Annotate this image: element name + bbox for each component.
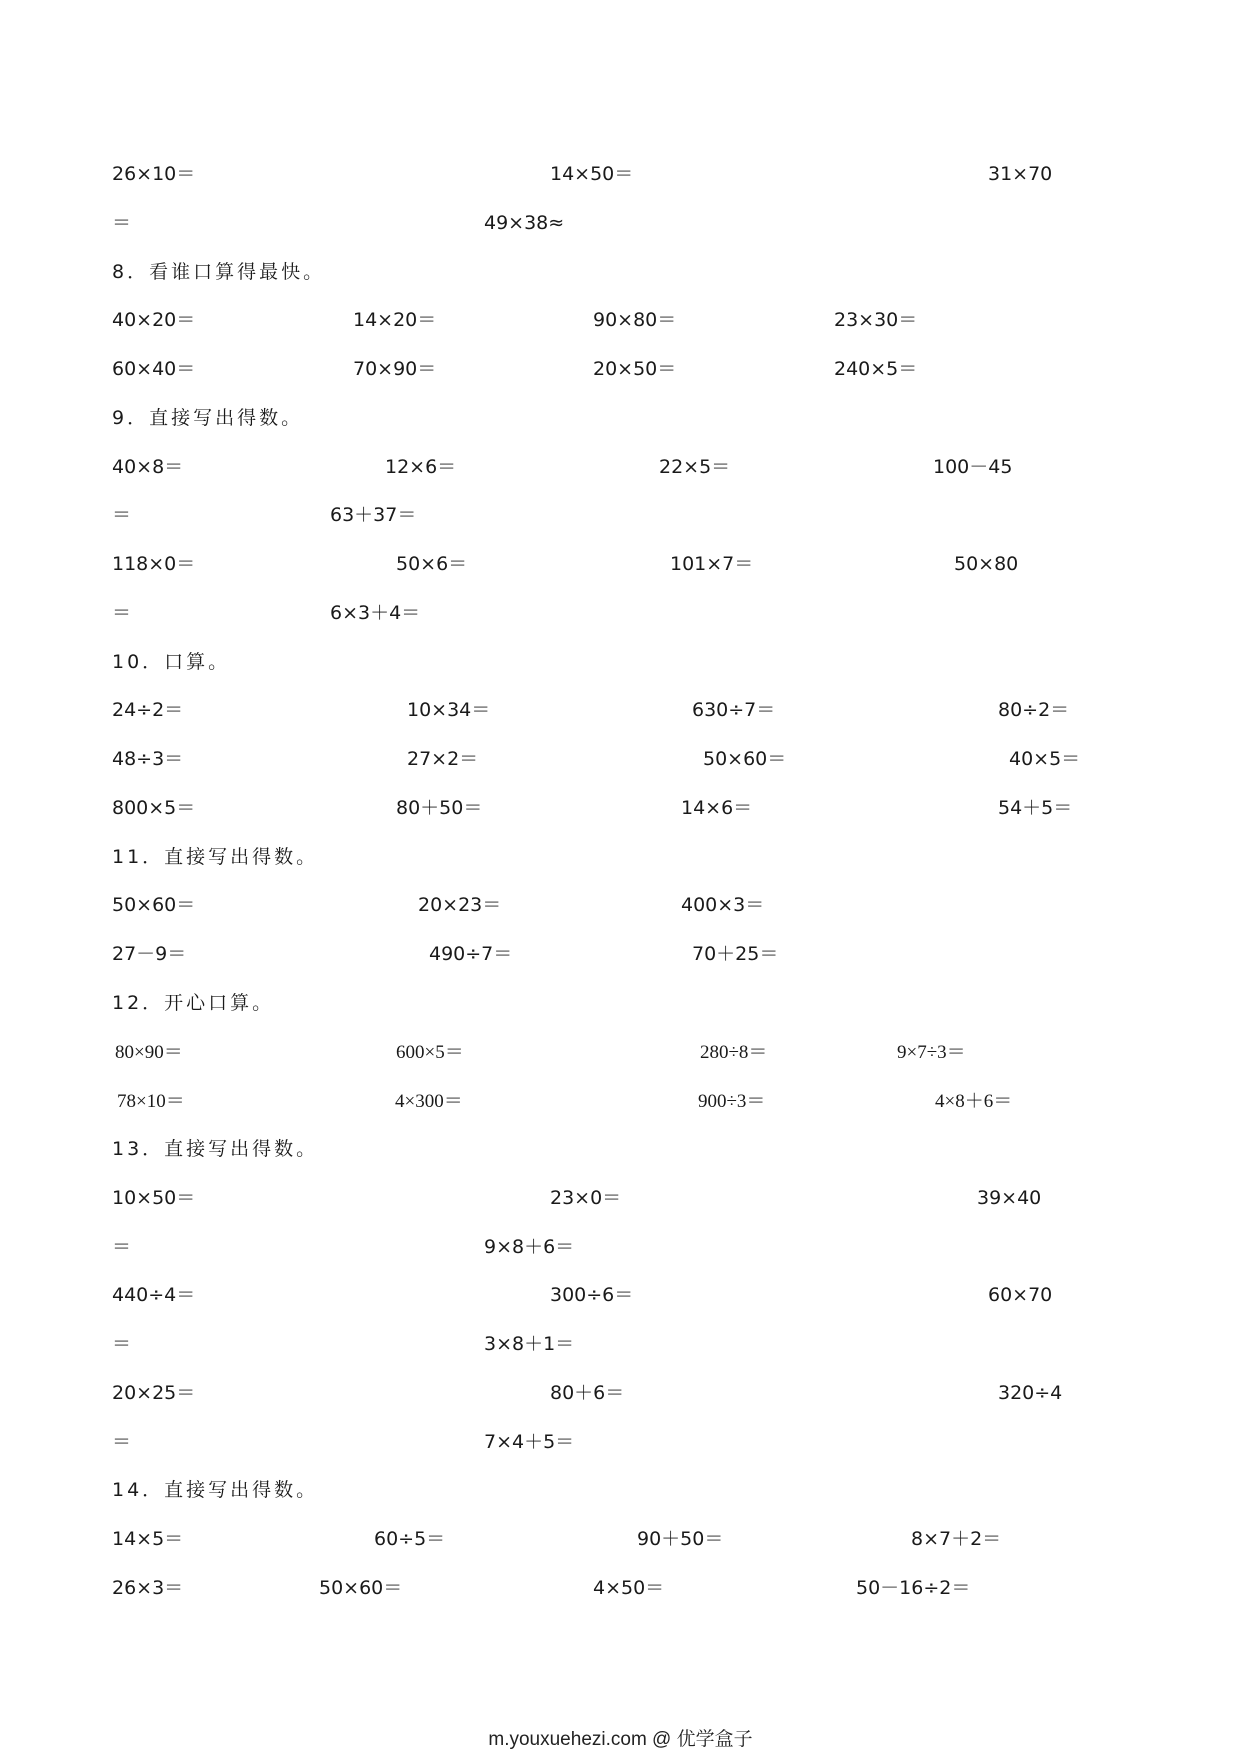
problem-item: 12×6＝: [385, 456, 457, 478]
problem-item: 90×80＝: [593, 309, 677, 331]
problem-item: ＝: [112, 504, 132, 526]
problem-item: 9×7÷3＝: [897, 1042, 966, 1063]
problem-item: 320÷4: [998, 1382, 1063, 1404]
problem-item: 900÷3＝: [698, 1091, 766, 1112]
section-heading: 11．直接写出得数。: [112, 846, 319, 868]
problem-item: 101×7＝: [670, 553, 754, 575]
problem-item: 40×8＝: [112, 456, 184, 478]
problem-item: 22×5＝: [659, 456, 731, 478]
problem-item: 9×8＋6＝: [484, 1236, 575, 1258]
problem-item: 50－16÷2＝: [856, 1577, 971, 1599]
problem-item: 48÷3＝: [112, 748, 184, 770]
problem-item: 300÷6＝: [550, 1284, 634, 1306]
problem-item: 23×30＝: [834, 309, 918, 331]
footer-site-credit: m.youxuehezi.com @ 优学盒子: [488, 1729, 753, 1750]
problem-item: 14×50＝: [550, 163, 634, 185]
problem-item: 600×5＝: [396, 1042, 464, 1063]
section-heading: 14．直接写出得数。: [112, 1479, 319, 1501]
problem-item: 800×5＝: [112, 797, 196, 819]
problem-item: 60×40＝: [112, 358, 196, 380]
problem-item: 80＋50＝: [396, 797, 483, 819]
problem-item: 50×60＝: [112, 894, 196, 916]
problem-item: ＝: [112, 1431, 132, 1453]
problem-item: 400×3＝: [681, 894, 765, 916]
problem-item: 90＋50＝: [637, 1528, 724, 1550]
problem-item: 14×6＝: [681, 797, 753, 819]
problem-item: 50×60＝: [703, 748, 787, 770]
problem-item: 40×20＝: [112, 309, 196, 331]
problem-item: 6×3＋4＝: [330, 602, 421, 624]
problem-item: ＝: [112, 1333, 132, 1355]
section-heading: 12．开心口算。: [112, 992, 275, 1014]
problem-item: 118×0＝: [112, 553, 196, 575]
problem-item: 630÷7＝: [692, 699, 776, 721]
problem-item: 27－9＝: [112, 943, 187, 965]
section-heading: 13．直接写出得数。: [112, 1138, 319, 1160]
problem-item: 280÷8＝: [700, 1042, 768, 1063]
problem-item: 60÷5＝: [374, 1528, 446, 1550]
problem-item: 49×38≈: [484, 212, 565, 234]
problem-item: 80＋6＝: [550, 1382, 625, 1404]
problem-item: 50×80: [954, 553, 1019, 575]
problem-item: 70×90＝: [353, 358, 437, 380]
problem-item: 440÷4＝: [112, 1284, 196, 1306]
problem-item: 100－45: [933, 456, 1013, 478]
problem-item: 10×50＝: [112, 1187, 196, 1209]
problem-item: 4×8＋6＝: [935, 1091, 1013, 1112]
problem-item: 7×4＋5＝: [484, 1431, 575, 1453]
problem-item: 14×5＝: [112, 1528, 184, 1550]
problem-item: 20×50＝: [593, 358, 677, 380]
section-heading: 9．直接写出得数。: [112, 407, 304, 429]
problem-item: 490÷7＝: [429, 943, 513, 965]
problem-item: 27×2＝: [407, 748, 479, 770]
problem-item: 14×20＝: [353, 309, 437, 331]
problem-item: 24÷2＝: [112, 699, 184, 721]
problem-item: 50×6＝: [396, 553, 468, 575]
problem-item: 240×5＝: [834, 358, 918, 380]
problem-item: ＝: [112, 212, 132, 234]
problem-item: 8×7＋2＝: [911, 1528, 1002, 1550]
section-heading: 10．口算。: [112, 651, 231, 673]
problem-item: 60×70: [988, 1284, 1053, 1306]
problem-item: 63＋37＝: [330, 504, 417, 526]
problem-item: 3×8＋1＝: [484, 1333, 575, 1355]
problem-item: 26×3＝: [112, 1577, 184, 1599]
problem-item: ＝: [112, 1236, 132, 1258]
problem-item: 78×10＝: [117, 1091, 185, 1112]
problem-item: 40×5＝: [1009, 748, 1081, 770]
problem-item: 23×0＝: [550, 1187, 622, 1209]
problem-item: 26×10＝: [112, 163, 196, 185]
problem-item: 39×40: [977, 1187, 1042, 1209]
problem-item: 31×70: [988, 163, 1053, 185]
problem-item: 20×25＝: [112, 1382, 196, 1404]
problem-item: 4×50＝: [593, 1577, 665, 1599]
problem-item: ＝: [112, 602, 132, 624]
problem-item: 4×300＝: [395, 1091, 463, 1112]
problem-item: 50×60＝: [319, 1577, 403, 1599]
problem-item: 54＋5＝: [998, 797, 1073, 819]
problem-item: 20×23＝: [418, 894, 502, 916]
problem-item: 10×34＝: [407, 699, 491, 721]
problem-item: 80÷2＝: [998, 699, 1070, 721]
problem-item: 70＋25＝: [692, 943, 779, 965]
section-heading: 8．看谁口算得最快。: [112, 261, 326, 283]
problem-item: 80×90＝: [115, 1042, 183, 1063]
